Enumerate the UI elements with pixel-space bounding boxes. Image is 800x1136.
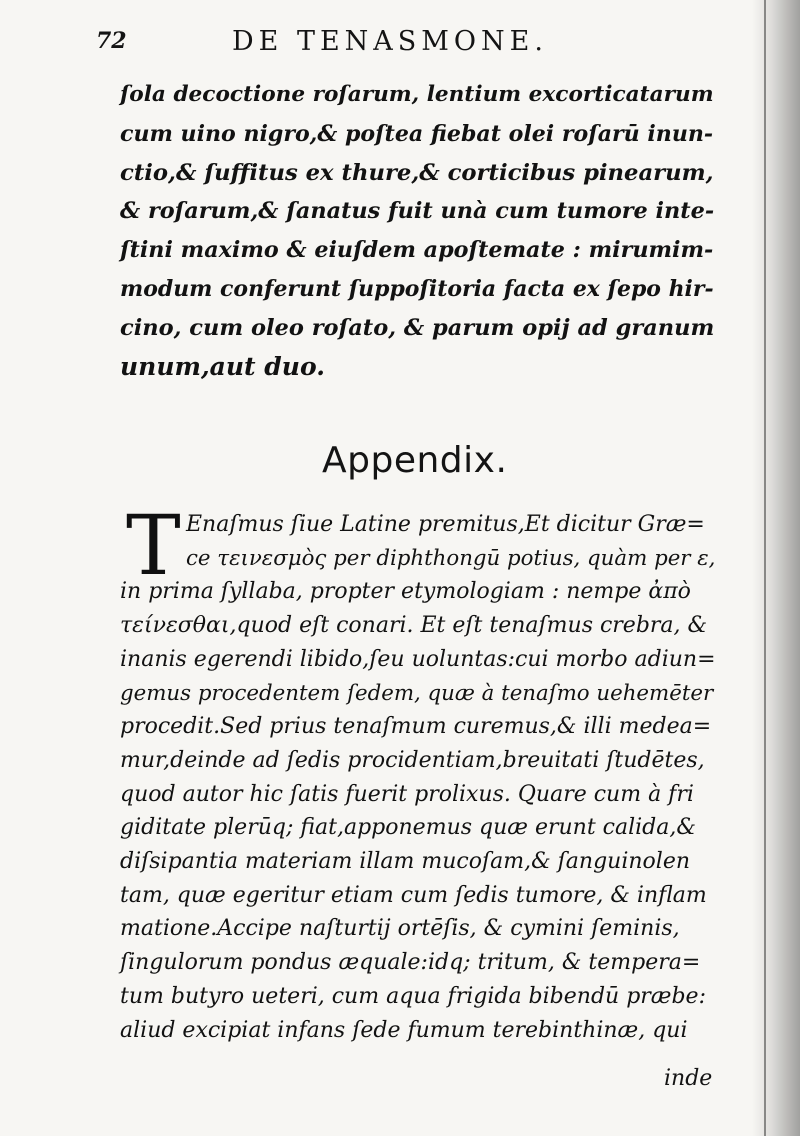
- text-line: quod autor hic ſatis fuerit prolixus. Quare cum à fri: [120, 781, 694, 807]
- text-line: inanis egerendi libido,ſeu uoluntas:cui morbo adiun=: [120, 646, 716, 672]
- page-title: DE TENASMONE.: [232, 26, 548, 57]
- text-line: aliud excipiat infans ſede fumum terebinthinæ, qui: [120, 1017, 688, 1043]
- text-line: ce τεινεσμὸς per diphthongū potius, quàm per ε,: [186, 545, 716, 571]
- page-edge: [764, 0, 766, 1136]
- text-line: ſtini maximo & eiuſdem apoſtemate : mirumim-: [120, 237, 714, 264]
- text-line: procedit.Sed prius tenaſmum curemus,& illi medea=: [120, 714, 712, 740]
- text-line: cum uino nigro,& poſtea fiebat olei roſarū inun-: [120, 120, 714, 147]
- page-number: 72: [96, 28, 127, 54]
- text-line: tam, quæ egeritur etiam cum ſedis tumore, & inflam: [120, 882, 707, 908]
- page-gutter-shadow: [752, 0, 800, 1136]
- section-heading: Appendix.: [322, 440, 508, 481]
- text-line: τείνεσθαι,quod eſt conari. Et eſt tenaſmus crebra, &: [120, 613, 708, 639]
- text-line: modum conferunt ſuppoſitoria facta ex ſepo hir-: [120, 275, 714, 302]
- text-line: ſola decoctione roſarum, lentium excorticatarum: [120, 82, 714, 107]
- appendix-paragraph: [120, 499, 720, 1047]
- text-line: unum,aut duo.: [120, 351, 325, 381]
- text-line: Enaſmus ſiue Latine premitus,Et dicitur Græ=: [186, 512, 705, 537]
- text-line: gemus procedentem ſedem, quæ à tenaſmo uehemēter: [120, 680, 714, 706]
- text-line: mur,deinde ad ſedis procidentiam,breuitati ſtudētes,: [120, 747, 705, 773]
- text-line: tum butyro ueteri, cum aqua frigida bibendū præbe:: [120, 983, 706, 1009]
- top-paragraph: [120, 76, 720, 386]
- running-head: [96, 26, 616, 62]
- text-line: ctio,& ſuffitus ex thure,& corticibus pinearum,: [120, 159, 714, 186]
- text-line: matione.Accipe naſturtij ortēſis, & cymini ſeminis,: [120, 916, 680, 942]
- text-line: & roſarum,& ſanatus fuit unà cum tumore inte-: [120, 198, 715, 225]
- catchword: inde: [664, 1066, 713, 1091]
- text-line: cino, cum oleo roſato, & parum opij ad granum: [120, 314, 715, 341]
- text-line: giditate plerūq; fiat,apponemus quæ erunt calida,&: [120, 815, 696, 841]
- text-line: diſsipantia materiam illam mucoſam,& ſanguinolen: [120, 849, 691, 875]
- text-line: ſingulorum pondus æquale:idq; tritum, & tempera=: [120, 950, 701, 976]
- drop-cap: T: [126, 499, 181, 594]
- text-line: in prima ſyllaba, propter etymologiam : nempe ἀπὸ: [120, 579, 691, 605]
